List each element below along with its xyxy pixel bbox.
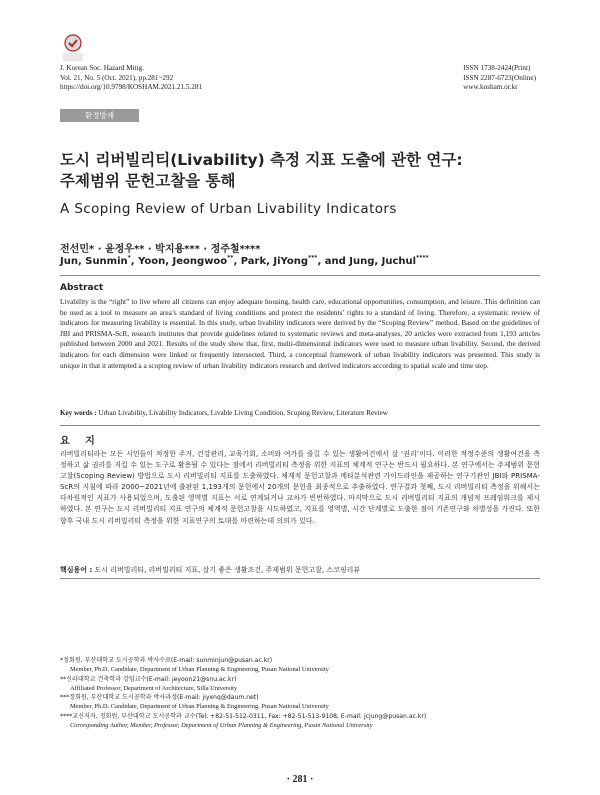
english-keywords [60,408,540,418]
affiliation-4-ko: ****교신저자, 정회원, 부산대학교 도시공학과 교수(Tel: +82-51-512-0311, Fax: +82-51-513-9108, E-mail: jcjung@pusan.ac.kr) [60,712,427,720]
affiliation-3-ko: ***정회원, 부산대학교 도시공학과 박사과정(E-mail: jiyxnq@daum.net) [60,694,259,702]
affiliation-2-en: Affiliated Professor, Department of Architecture, Silla University [70,684,238,692]
title-korean-line2: 주제범위 문헌고찰을 통해 [60,172,236,190]
affiliation-1-ko: *정회원, 부산대학교 도시공학과 박사수료(E-mail: sunminjun@pusan.ac.kr) [60,657,273,664]
divider [60,275,540,276]
author-4-mark: **** [416,254,429,262]
author-2: , Yoon, Jeongwoo [130,256,228,267]
issn-online: ISSN 2287-6723(Online) [463,73,536,82]
summary-heading: 요 지 [60,436,101,447]
summary-text: 리버빌리티라는 모든 시민들이 적정한 주거, 건강관리, 교육기회, 소비와 여가를 즐길 수 있는 생활여건에서 살 ‘권리’이다. 이러한 적정수준의 생활여건을 측정하고 삶 권리를 지킬 수 있는 도구로 활용될 수 있다는 점에서 리버빌리티 측정을 위한 지표의 체계적 연구는 반드시 필요하다. 본 연구에서는 주제범위 문헌고찰(Scoping Review) 방법으로 도시 리버빌리티 지표를 도출하였다. 체계적 문헌고찰과 메타분석관련 가이드라인을 제공하는 연구기관인 JBI와 PRISMA-ScR의 지침에 따라 2000~2021년에 출판된 1,193개의 문헌에서 20개의 문헌을 최종적으로 추출하였다. 연구결과 첫째, 도시 리버빌리티 측정을 위해서는 다차원적인 지표가 사용되었으며, 도출된 영역별 지표는 서로 연계되거나 교차가 빈번하였다. 마지막으로 도시 리버빌리티 지표의 개념적 프레임워크를 제시하였다. 본 연구는 도시 리버빌리티 지표 연구의 체계적 문헌고찰을 시도하였고, 지표를 영역별, 시간 단계별로 도출한 점이 기존연구와 차별성을 가진다. 또한 향후 국내 도시 리버빌리티 측정을 위한 지표연구의 토대를 마련하는데 의의가 있다. [60,450,540,525]
issn-print: ISSN 1738-2424(Print) [463,64,531,72]
author-4: , and Jung, Juchul [317,256,417,267]
author-1: Jun, Sunmin [60,256,128,267]
journal-name: J. Korean Soc. Hazard Mitig. [60,64,145,72]
category-badge: 환경방재 [60,109,139,122]
author-1-mark: * [127,254,131,262]
doi-link[interactable]: https://doi.org/10.9798/KOSHAM.2021.21.5.281 [60,83,203,92]
korean-keywords [60,565,540,575]
keywords-list: Urban Livability, Livability Indicators, Livable Living Condition, Scoping Review, Literature Review [98,409,388,417]
divider [60,425,540,426]
keywords-label: Key words : [60,409,97,417]
journal-header [60,64,202,93]
ko-keywords-label: 핵심용어 : [60,566,93,574]
author-3-mark: *** [308,254,318,262]
affiliations [60,656,540,730]
author-3: , Park, JiYong [233,256,309,267]
abstract-heading: Abstract [60,283,104,293]
affiliation-1-en: Member, Ph.D. Candidate, Department of Urban Planning & Engineering, Pusan National University [70,666,329,674]
abstract-text: Livability is the “right” to live where all citizens can enjoy adequate housing, health care, educational opportunities, consumption, and leisure. This definition can be used as a tool to measure an area’s standard of living conditions and protect the residents’ rights to a standard of living. Therefore, a systematic review of indicators for measuring livability is essential. In this study, urban livability indicators were derived by the “Scoping Review” method. Based on the guidelines of JBI and PRISMA-ScR, research institutes that provide guidelines related to systematic reviews and meta-analyses, 20 articles were extracted from 1,193 articles published between 2000 and 2021. Results of the study show that, first, multi-dimensional indicators were used to measure urban livability. Second, the derived indicators for each dimension were linked or frequently intersected. Third, a conceptual framework of urban livability indicators was presented. This study is unique in that it attempted a a scoping review of urban livability indicators research and derived indicators according to spatial scale and time step. [60,297,540,370]
divider [60,578,540,579]
issn-header [463,64,536,93]
authors-english [60,256,429,267]
authors-korean: 전선민* · 윤정우** · 박지용*** · 정주철**** [60,244,261,255]
crossmark-logo[interactable] [62,34,84,62]
title-korean [60,150,550,192]
affiliation-3-en: Member, Ph.D. Candidate, Department of Urban Planning & Engineering, Pusan National University [70,703,329,711]
website-link[interactable]: www.kosham.or.kr [463,83,518,92]
page-number: · 281 · [286,774,314,785]
affiliation-2-ko: **신라대학교 건축학과 강임교수(E-mail: jeyoon21@snu.ac.kr) [60,675,237,683]
journal-volume: Vol. 21, No. 5 (Oct. 2021), pp.281~292 [60,73,174,82]
affiliation-4-en: Corresponding Author, Member, Professor, Department of Urban Planning & Engineering, Pusan National University [70,722,373,730]
title-korean-line1: 도시 리버빌리티(Livability) 측정 지표 도출에 관한 연구: [60,151,463,169]
author-2-mark: ** [227,254,234,262]
ko-keywords-list: 도시 리버빌리티, 리버빌리티 지표, 살기 좋은 생활조건, 주제범위 문헌고찰, 스코핑리뷰 [94,566,361,574]
title-english: A Scoping Review of Urban Livability Indicators [60,201,397,217]
